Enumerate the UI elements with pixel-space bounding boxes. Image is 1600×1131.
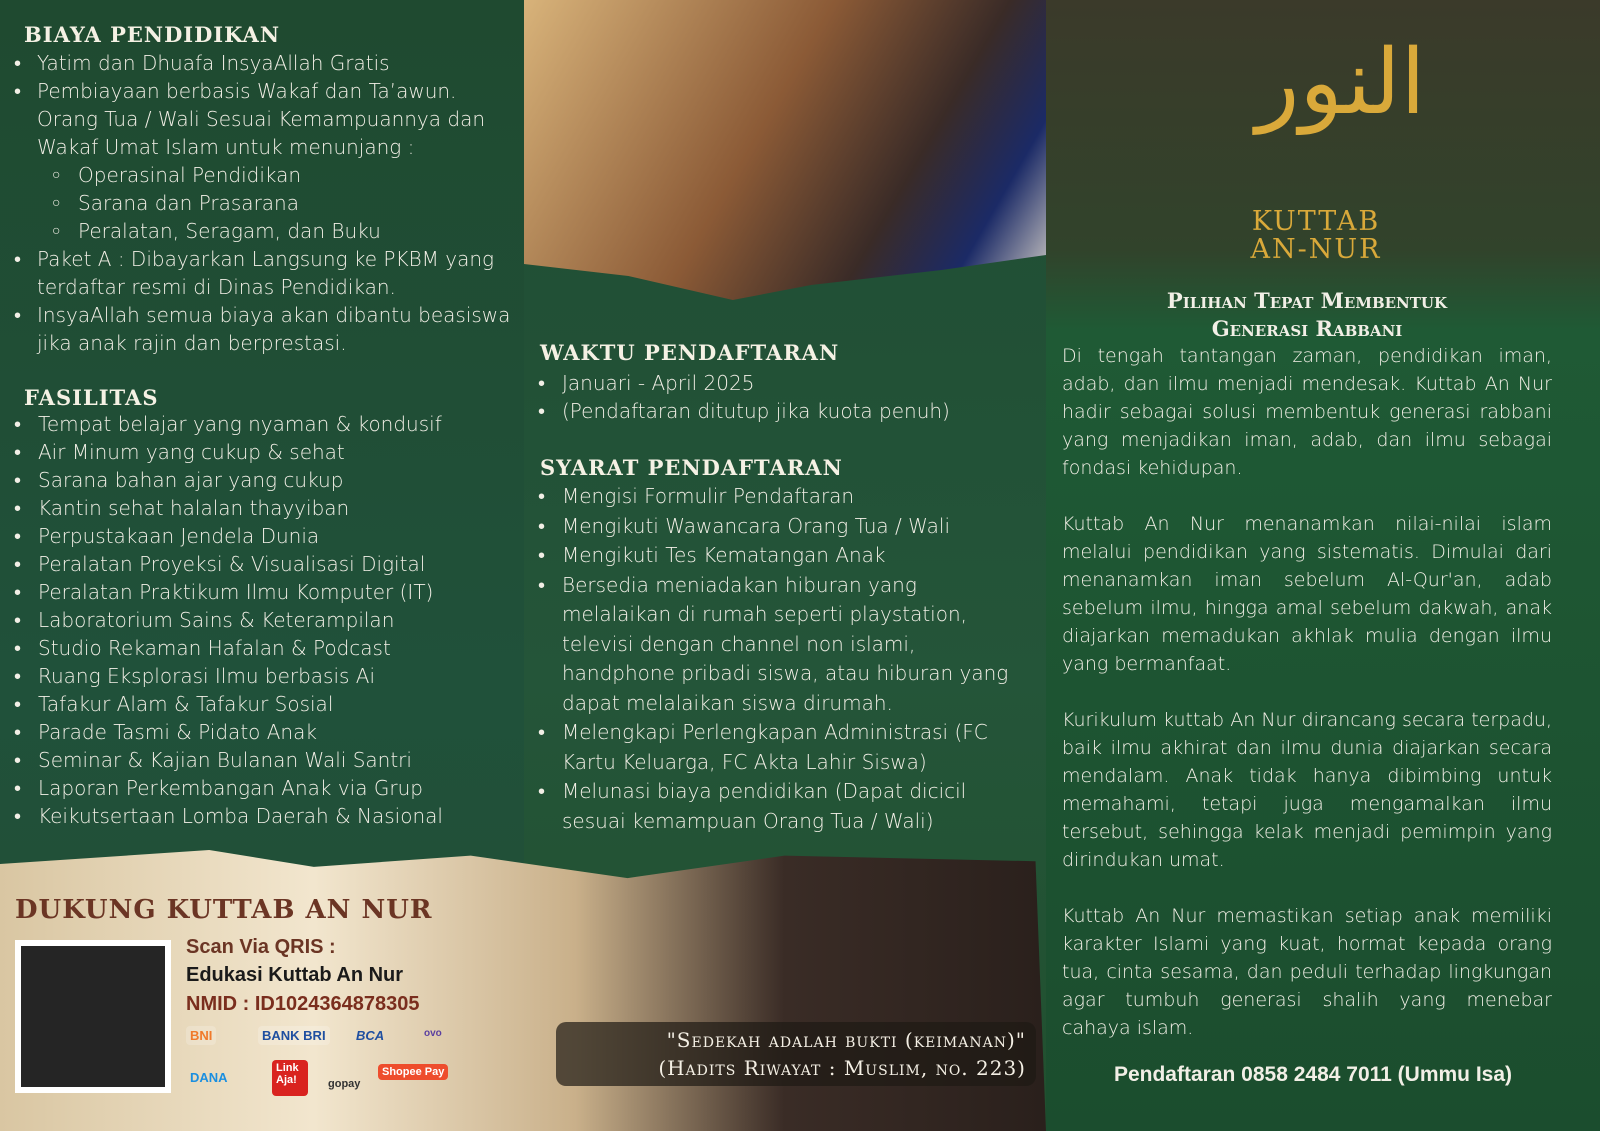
list-item: • Laporan Perkembangan Anak via Grup xyxy=(0,774,514,802)
qris-scan-label: Scan Via QRIS : xyxy=(186,936,336,958)
fasilitas-title: FASILITAS xyxy=(24,385,159,410)
tagline-line2: Generasi Rabbani xyxy=(1211,316,1403,341)
brand-name-line2: AN-NUR xyxy=(1250,234,1382,265)
list-item: • Melengkapi Perlengkapan Administrasi (FC Kartu Keluarga, FC Akta Lahir Siswa) xyxy=(524,718,1030,777)
list-item: • Bersedia meniadakan hiburan yang melalaikan di rumah seperti playstation, televisi dengan channel non islami, handphone pribadi siswa, atau hiburan yang dapat melalaikan siswa dirumah. xyxy=(524,571,1030,719)
qris-nmid: NMID : ID1024364878305 xyxy=(186,993,420,1015)
about-paragraph: Kuttab An Nur memastikan setiap anak memiliki karakter Islami yang kuat, hormat kepada orang tua, cinta sesama, dan peduli terhadap lingkungan agar tumbuh generasi shalih yang menebar cahaya islam. xyxy=(1062,905,1552,1039)
brand-name-line1: KUTTAB xyxy=(1251,206,1381,237)
list-item: ○ Operasinal Pendidikan xyxy=(0,161,514,189)
boy-reading-quran-photo xyxy=(524,0,1046,300)
list-item: • Parade Tasmi & Pidato Anak xyxy=(0,718,514,746)
list-item: ○ Peralatan, Seragam, dan Buku xyxy=(0,217,514,245)
list-item: • Yatim dan Dhuafa InsyaAllah Gratis xyxy=(0,49,514,77)
about-paragraph: Kurikulum kuttab An Nur dirancang secara terpadu, baik ilmu akhirat dan ilmu dunia diajarkan secara mendalam. Anak tidak hanya dibimbing untuk memahami, tetapi juga mengamalkan ilmu tersebut, sehingga kelak menjadi pemimpin yang dirindukan umat. xyxy=(1062,709,1552,871)
list-item: ○ Sarana dan Prasarana xyxy=(0,189,514,217)
list-item: • Mengisi Formulir Pendaftaran xyxy=(524,482,1030,512)
waktu-title: WAKTU PENDAFTARAN xyxy=(540,340,840,365)
list-item: • Januari - April 2025 xyxy=(524,369,1030,397)
list-item: • Pembiayaan berbasis Wakaf dan Ta’awun. Orang Tua / Wali Sesuai Kemampuannya dan Wakaf Umat Islam untuk menunjang : xyxy=(0,77,514,161)
bri-logo: BANK BRI xyxy=(258,1026,330,1045)
list-item: • Paket A : Dibayarkan Langsung ke PKBM yang terdaftar resmi di Dinas Pendidikan. xyxy=(0,245,514,301)
biaya-title: BIAYA PENDIDIKAN xyxy=(24,22,281,47)
list-item: • Melunasi biaya pendidikan (Dapat dicicil sesuai kemampuan Orang Tua / Wali) xyxy=(524,777,1030,836)
linkaja-logo: Link Aja! xyxy=(272,1060,308,1096)
bni-logo: BNI xyxy=(186,1026,216,1045)
quote-text: "Sedekah adalah bukti (keimanan)" xyxy=(666,1028,1026,1052)
syarat-list xyxy=(524,482,1030,836)
list-item: • Tafakur Alam & Tafakur Sosial xyxy=(0,690,514,718)
list-item: • Mengikuti Tes Kematangan Anak xyxy=(524,541,1030,571)
list-item: • Mengikuti Wawancara Orang Tua / Wali xyxy=(524,512,1030,542)
dana-logo: DANA xyxy=(190,1070,228,1085)
tagline-line1: Pilihan Tepat Membentuk xyxy=(1166,288,1448,313)
about-paragraph: Di tengah tantangan zaman, pendidikan iman, adab, dan ilmu menjadi mendesak. Kuttab An Nur hadir sebagai solusi membentuk generasi rabbani yang menjadikan iman, adab, dan ilmu sebagai fondasi kehidupan. xyxy=(1062,345,1552,479)
fasilitas-list xyxy=(0,410,514,830)
gopay-logo: gopay xyxy=(328,1078,361,1090)
list-item: • Tempat belajar yang nyaman & kondusif xyxy=(0,410,514,438)
shopeepay-logo: Shopee Pay xyxy=(378,1064,448,1080)
hadith-quote xyxy=(556,1022,1036,1086)
list-item: • Peralatan Praktikum Ilmu Komputer (IT) xyxy=(0,578,514,606)
qris-merchant-name: Edukasi Kuttab An Nur xyxy=(186,964,404,986)
list-item: • InsyaAllah semua biaya akan dibantu beasiswa jika anak rajin dan berprestasi. xyxy=(0,301,514,357)
list-item: • Studio Rekaman Hafalan & Podcast xyxy=(0,634,514,662)
bca-logo: BCA xyxy=(356,1028,385,1043)
list-item: • Keikutsertaan Lomba Daerah & Nasional xyxy=(0,802,514,830)
list-item: • Sarana bahan ajar yang cukup xyxy=(0,466,514,494)
right-panel xyxy=(1046,0,1600,1131)
list-item: • Laboratorium Sains & Keterampilan xyxy=(0,606,514,634)
waktu-note: • (Pendaftaran ditutup jika kuota penuh) xyxy=(524,397,1030,425)
list-item: • Kantin sehat halalan thayyiban xyxy=(0,494,514,522)
ovo-logo: ovo xyxy=(424,1028,442,1039)
dukung-title: DUKUNG KUTTAB AN NUR xyxy=(15,895,433,925)
about-paragraph: Kuttab An Nur menanamkan nilai-nilai islam melalui pendidikan yang sistematis. Dimulai dari menanamkan iman sebelum Al-Qur'an, adab sebelum ilmu, hingga amal sebelum dakwah, anak diajarkan memadukan akhlak mulia dengan ilmu yang bermanfaat. xyxy=(1062,513,1552,675)
registration-contact[interactable]: Pendaftaran 0858 2484 7011 (Ummu Isa) xyxy=(1113,1063,1513,1086)
quote-source: (Hadits Riwayat : Muslim, no. 223) xyxy=(658,1056,1026,1080)
syarat-title: SYARAT PENDAFTARAN xyxy=(540,455,843,480)
an-nur-calligraphy-logo: النور xyxy=(1256,30,1426,135)
list-item: • Air Minum yang cukup & sehat xyxy=(0,438,514,466)
qris-code[interactable] xyxy=(15,940,171,1093)
list-item: • Ruang Eksplorasi Ilmu berbasis Ai xyxy=(0,662,514,690)
list-item: • Peralatan Proyeksi & Visualisasi Digital xyxy=(0,550,514,578)
list-item: • Seminar & Kajian Bulanan Wali Santri xyxy=(0,746,514,774)
list-item: • Perpustakaan Jendela Dunia xyxy=(0,522,514,550)
